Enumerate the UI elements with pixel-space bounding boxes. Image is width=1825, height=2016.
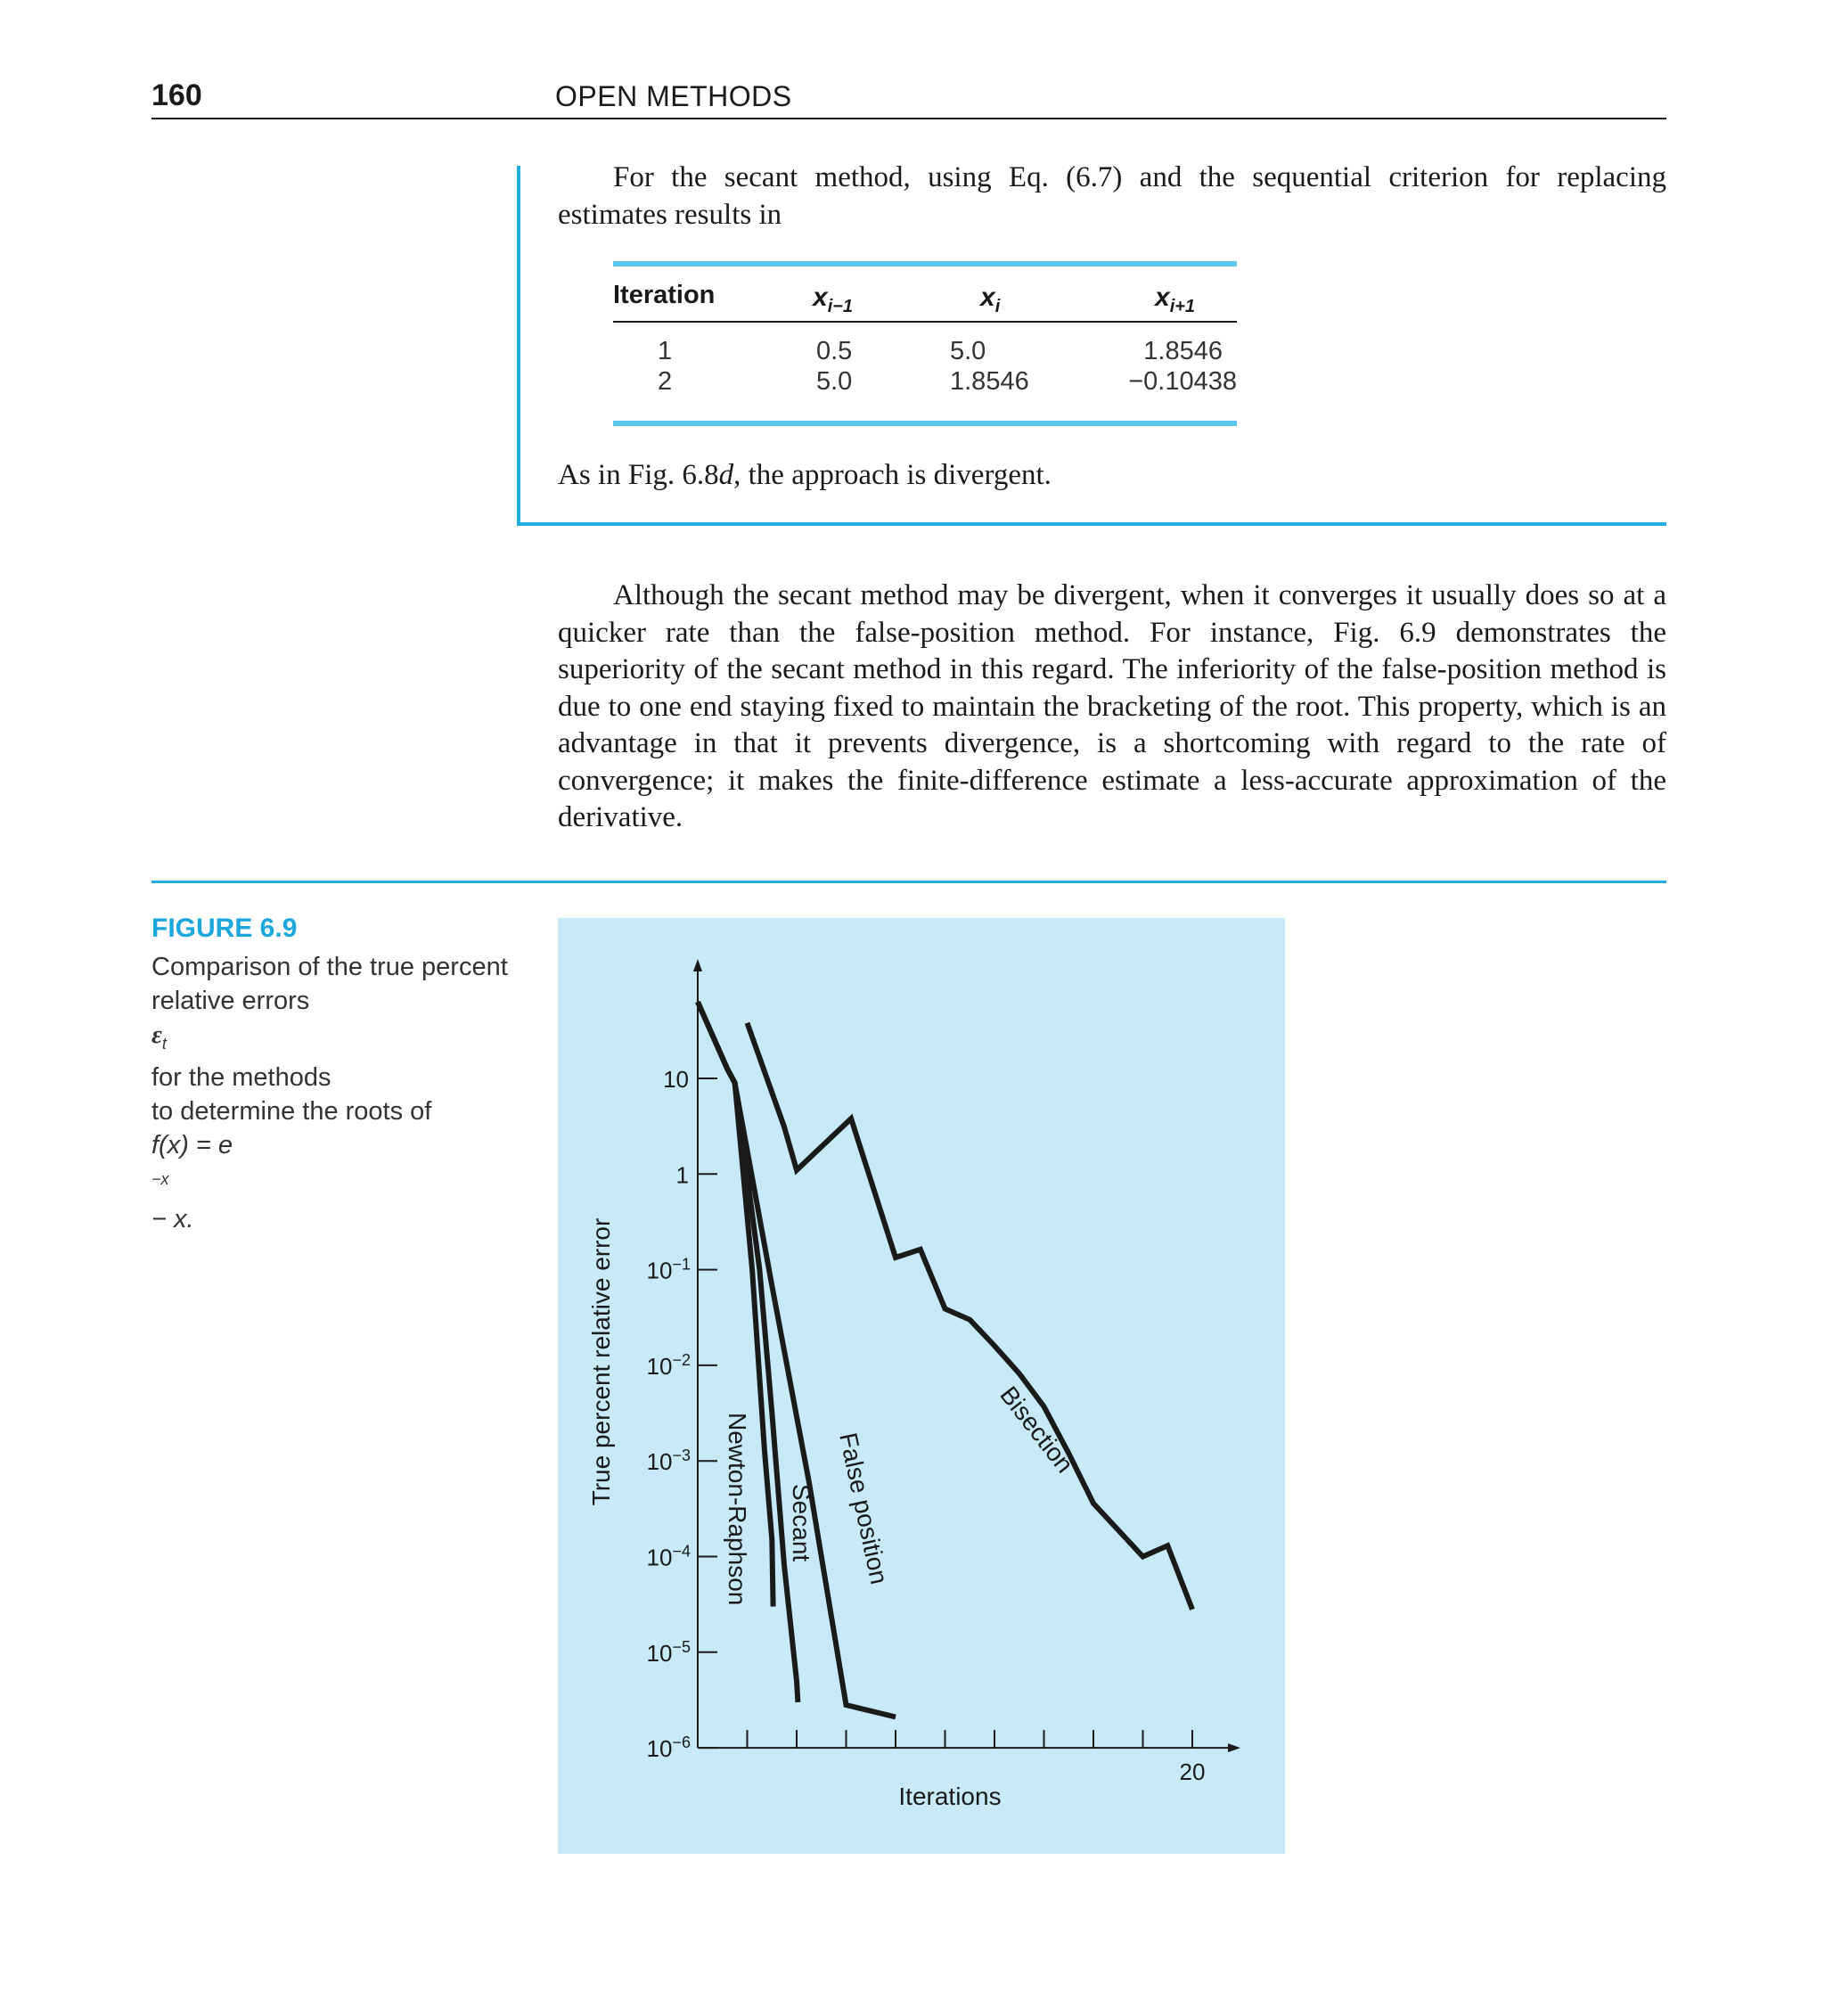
x-axis-arrow (1228, 1743, 1240, 1752)
table-cell-x-next: 1.8546 (1143, 337, 1223, 365)
y-tick-label: $10^{-5}$ (646, 1637, 691, 1667)
table-cell-x-prev: 0.5 (816, 337, 853, 365)
example-intro-line-1: For the secant method, using Eq. (6.7) and the sequential criterion for replacing (613, 161, 1666, 193)
series-label-false-position: False position (834, 1430, 894, 1587)
series-label-secant: Secant (788, 1484, 815, 1562)
error-comparison-chart (558, 918, 1285, 1854)
table-header-x-cur: $x_i$ (980, 283, 1001, 316)
caption-line-4: f(x) = e $^{-x}$ − x. (151, 1130, 233, 1234)
chart-panel (558, 918, 1285, 1854)
running-head: OPEN METHODS (555, 80, 792, 112)
caption-line-2: relative errors $\varepsilon_t$ for the methods (151, 987, 331, 1092)
table-top-rule (613, 261, 1237, 266)
y-tick-label: $10^{-2}$ (646, 1350, 691, 1380)
table-cell-iteration: 2 (658, 367, 673, 396)
table-header-x-next: $x_{i+1}$ (1155, 283, 1196, 316)
y-tick-label: 1 (675, 1161, 689, 1189)
y-tick-label: 10 (663, 1066, 689, 1093)
figure-label: FIGURE 6.9 (151, 914, 298, 943)
y-tick-label: $10^{-3}$ (646, 1446, 691, 1476)
series-label-newton-raphson: Newton-Raphson (724, 1413, 751, 1606)
table-header-x-prev: $x_{i-1}$ (813, 283, 854, 316)
example-conclusion: As in Fig. 6.8d, the approach is divergent. (558, 459, 1052, 491)
page-number: 160 (151, 78, 202, 112)
table-header-iteration: Iteration (613, 281, 716, 309)
table-header-rule (613, 321, 1237, 323)
x-tick-label: 20 (1179, 1758, 1206, 1786)
y-tick-label: $10^{-1}$ (646, 1255, 691, 1284)
example-intro-text (558, 160, 1666, 234)
y-tick-label: $10^{-6}$ (646, 1733, 691, 1763)
series-line-false-position (698, 1002, 896, 1717)
x-axis-title: Iterations (898, 1782, 1002, 1810)
table-cell-x-next: −0.10438 (1128, 367, 1237, 396)
y-axis-title: True percent relative error (587, 1217, 615, 1506)
header-rule (151, 118, 1666, 119)
caption-line-3: to determine the roots of (151, 1096, 432, 1126)
table-cell-x-cur: 1.8546 (950, 367, 1029, 396)
caption-line-1: Comparison of the true percent (151, 953, 508, 981)
y-axis-arrow (693, 959, 702, 971)
example-bottom-rule (517, 522, 1666, 526)
body-paragraph: Although the secant method may be divergent, when it converges it usually does so at a quicker rate than the false-position method. For instance, Fig. 6.9 demonstrates the superiority of the secant method in this regard. The inferiority of the false-position method is due to one end staying fixed to maintain the bracketing of the root. This property, which is an advantage in that it prevents divergence, is a shortcoming with regard to the rate of convergence; it makes the finite-difference estimate a less-accurate approximation of the derivative. (558, 579, 1666, 833)
example-intro-line-2: estimates results in (558, 198, 782, 231)
table-bottom-rule (613, 421, 1237, 426)
table-cell-iteration: 1 (658, 337, 673, 365)
table-cell-x-cur: 5.0 (950, 337, 986, 365)
figure-caption (151, 950, 526, 1236)
figure-rule (151, 881, 1666, 883)
series-label-bisection: Bisection (994, 1381, 1079, 1479)
y-tick-label: $10^{-4}$ (646, 1542, 691, 1571)
example-left-rule (517, 166, 520, 526)
table-cell-x-prev: 5.0 (816, 367, 853, 396)
